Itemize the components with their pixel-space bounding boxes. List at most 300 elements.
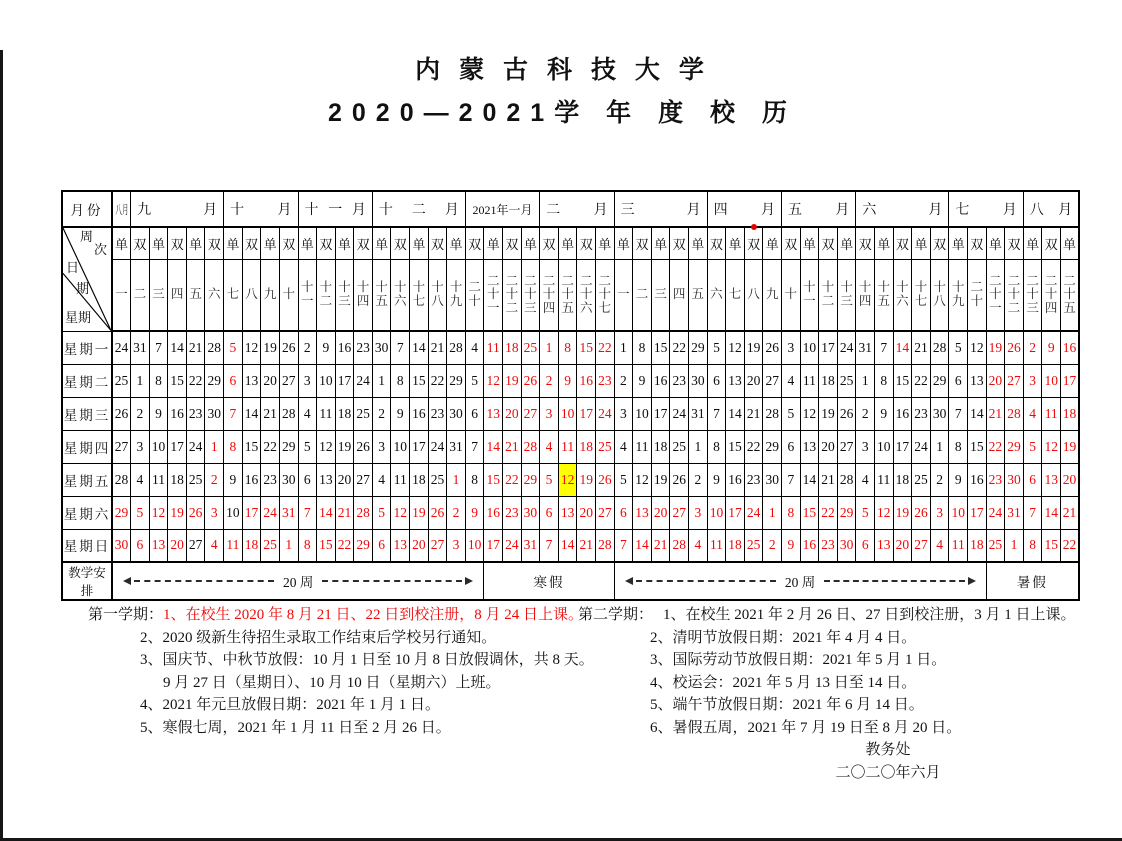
date-cell: 24: [261, 496, 280, 529]
date-cell: 7: [224, 397, 243, 430]
week-number-cell: 二 十 三: [521, 259, 540, 331]
arrow-right-icon: [465, 577, 473, 585]
week-parity-cell: 单: [372, 227, 391, 259]
date-cell: 1: [372, 364, 391, 397]
week-parity-cell: 单: [484, 227, 503, 259]
date-cell: 17: [893, 430, 912, 463]
date-cell: 24: [112, 331, 131, 364]
date-cell: 7: [782, 463, 801, 496]
date-cell: 7: [1023, 496, 1042, 529]
date-cell: 16: [335, 331, 354, 364]
week-number-cell: 七: [726, 259, 745, 331]
date-cell: 3: [782, 331, 801, 364]
weekday-label: 星期四: [62, 430, 112, 463]
month-cell: [465, 191, 539, 227]
date-cell: 17: [335, 364, 354, 397]
month-cell: [949, 191, 1023, 227]
date-cell: 26: [1005, 331, 1024, 364]
date-cell: 9: [633, 364, 652, 397]
red-dot-mark: [751, 224, 757, 230]
schedule-row: [62, 562, 1079, 600]
date-cell: 5: [224, 331, 243, 364]
date-cell: 18: [410, 463, 429, 496]
date-cell: 11: [949, 529, 968, 562]
arrow-left-icon: [625, 577, 633, 585]
date-cell: 2: [930, 463, 949, 496]
date-cell: 28: [1005, 397, 1024, 430]
date-cell: 23: [819, 529, 838, 562]
arrow-left-icon: [123, 577, 131, 585]
date-cell: 9: [707, 463, 726, 496]
date-cell: 13: [317, 463, 336, 496]
corner-date-label: 期: [76, 281, 90, 296]
date-cell: 12: [800, 397, 819, 430]
date-cell: 26: [837, 397, 856, 430]
date-cell: 4: [614, 430, 633, 463]
date-cell: 23: [503, 496, 522, 529]
date-cell: 27: [186, 529, 205, 562]
date-cell: 7: [614, 529, 633, 562]
note-line: 3、国际劳动节放假日期：2021 年 5 月 1 日。: [650, 652, 947, 668]
date-cell: 31: [447, 430, 466, 463]
date-cell: 28: [279, 397, 298, 430]
date-cell: 11: [317, 397, 336, 430]
week-number-cell: 七: [224, 259, 243, 331]
date-cell: 30: [837, 529, 856, 562]
month-label: 二: [411, 203, 426, 218]
date-cell: 21: [428, 331, 447, 364]
week-parity-cell: 单: [688, 227, 707, 259]
date-cell: 8: [949, 430, 968, 463]
week-number-cell: 一: [112, 259, 131, 331]
date-cell: 31: [521, 529, 540, 562]
date-cell: 29: [763, 430, 782, 463]
date-cell: 2: [372, 397, 391, 430]
date-cell: 28: [112, 463, 131, 496]
date-cell: 15: [893, 364, 912, 397]
date-cell: 10: [1042, 364, 1061, 397]
date-cell: 2: [688, 463, 707, 496]
week-number-cell: 十: [782, 259, 801, 331]
date-cell: 15: [651, 331, 670, 364]
date-cell: 22: [986, 430, 1005, 463]
week-parity-cell: 单: [912, 227, 931, 259]
month-label: 月: [444, 203, 459, 218]
week-number-cell: 二 十 七: [596, 259, 615, 331]
week-parity-cell: 单: [763, 227, 782, 259]
week-number-cell: 二 十 三: [1023, 259, 1042, 331]
date-cell: 23: [912, 397, 931, 430]
week-number-cell: 十 九: [949, 259, 968, 331]
month-label: 一: [328, 203, 343, 218]
date-cell: 23: [428, 397, 447, 430]
date-cell: 21: [335, 496, 354, 529]
schedule-vacation-span: 暑假: [986, 562, 1079, 600]
weekday-row: [62, 463, 1079, 496]
week-number-cell: 二 十 五: [558, 259, 577, 331]
date-cell: 12: [874, 496, 893, 529]
semester-label: 第二学期：: [578, 607, 654, 623]
date-cell: 30: [930, 397, 949, 430]
corner-weekday-label: 星期: [65, 310, 92, 325]
month-label: 九: [137, 203, 152, 218]
week-number-cell: 十 八: [930, 259, 949, 331]
date-cell: 1: [1005, 529, 1024, 562]
date-cell: 23: [670, 364, 689, 397]
date-cell: 25: [986, 529, 1005, 562]
date-cell: 24: [912, 430, 931, 463]
date-cell: 24: [186, 430, 205, 463]
date-cell: 28: [670, 529, 689, 562]
week-parity-cell: 双: [707, 227, 726, 259]
date-cell: 31: [688, 397, 707, 430]
date-cell: 2: [298, 331, 317, 364]
week-parity-cell: 单: [447, 227, 466, 259]
week-number-cell: 二 十 五: [1060, 259, 1079, 331]
date-cell: 27: [1005, 364, 1024, 397]
month-label: 八月: [114, 202, 129, 217]
month-label: 月: [835, 203, 850, 218]
week-parity-cell: 双: [1005, 227, 1024, 259]
date-cell: 17: [726, 496, 745, 529]
date-cell: 24: [354, 364, 373, 397]
month-cell: [112, 191, 131, 227]
date-cell: 31: [279, 496, 298, 529]
date-cell: 20: [651, 496, 670, 529]
week-number-cell: 二 十: [465, 259, 484, 331]
note-line: 4、校运会：2021 年 5 月 13 日至 14 日。: [650, 674, 917, 691]
month-cell: [372, 191, 465, 227]
date-cell: 8: [298, 529, 317, 562]
week-number-cell: 四: [670, 259, 689, 331]
month-cell: [540, 191, 614, 227]
date-cell: 25: [186, 463, 205, 496]
week-parity-cell: 单: [558, 227, 577, 259]
date-cell: 7: [149, 331, 168, 364]
date-cell: 13: [874, 529, 893, 562]
month-label: 四: [713, 203, 728, 218]
date-cell: 3: [1023, 364, 1042, 397]
week-parity-cell: 单: [874, 227, 893, 259]
date-cell: 7: [391, 331, 410, 364]
note-line: 9 月 27 日（星期日）、10 月 10 日（星期六）上班。: [163, 674, 501, 691]
note-line: 2、2020 级新生待招生录取工作结束后学校另行通知。: [140, 629, 497, 646]
weekday-row: [62, 397, 1079, 430]
date-cell: 11: [1042, 397, 1061, 430]
date-cell: 18: [893, 463, 912, 496]
date-cell: 28: [354, 496, 373, 529]
date-cell: 24: [744, 496, 763, 529]
date-cell: 12: [633, 463, 652, 496]
date-cell: 21: [186, 331, 205, 364]
date-cell: 21: [577, 529, 596, 562]
date-cell: 20: [577, 496, 596, 529]
date-cell: 25: [837, 364, 856, 397]
date-cell: 9: [949, 463, 968, 496]
date-cell: 15: [800, 496, 819, 529]
date-cell: 24: [670, 397, 689, 430]
weekday-label: 星期一: [62, 331, 112, 364]
date-cell: 26: [354, 430, 373, 463]
week-parity-cell: 单: [335, 227, 354, 259]
date-cell: 22: [428, 364, 447, 397]
week-parity-cell: 双: [168, 227, 187, 259]
date-cell: 8: [224, 430, 243, 463]
calendar-table: [61, 190, 1080, 601]
date-cell: 25: [112, 364, 131, 397]
date-cell: 20: [168, 529, 187, 562]
date-cell: 12: [242, 331, 261, 364]
date-cell: 17: [484, 529, 503, 562]
date-cell: 29: [521, 463, 540, 496]
week-number-cell: 十 一: [298, 259, 317, 331]
month-label: 十: [304, 203, 319, 218]
week-number-cell: 十 五: [372, 259, 391, 331]
month-cell: [298, 191, 372, 227]
week-number-cell: 十: [279, 259, 298, 331]
month-label: 月: [203, 203, 218, 218]
date-cell: 10: [633, 397, 652, 430]
date-cell: 17: [410, 430, 429, 463]
date-cell: 16: [242, 463, 261, 496]
date-cell: 30: [205, 397, 224, 430]
week-parity-cell: 双: [540, 227, 559, 259]
date-cell: 2: [447, 496, 466, 529]
week-parity-cell: 双: [279, 227, 298, 259]
date-cell: 27: [112, 430, 131, 463]
date-cell: 20: [503, 397, 522, 430]
date-cell: 2: [131, 397, 150, 430]
date-cell: 10: [949, 496, 968, 529]
date-cell: 15: [577, 331, 596, 364]
date-cell: 13: [800, 430, 819, 463]
date-cell: 18: [168, 463, 187, 496]
date-cell: 27: [670, 496, 689, 529]
date-cell: 17: [168, 430, 187, 463]
date-cell: 21: [744, 397, 763, 430]
date-cell: 1: [930, 430, 949, 463]
date-cell: 30: [1005, 463, 1024, 496]
teaching-weeks-label: 20 周: [283, 575, 314, 590]
note-line: 2、清明节放假日期：2021 年 4 月 4 日。: [650, 629, 917, 646]
date-cell: 14: [558, 529, 577, 562]
corner-date-label: 日: [66, 260, 80, 275]
week-number-cell: 二 十 四: [540, 259, 559, 331]
date-cell: 5: [372, 496, 391, 529]
weekday-row: [62, 529, 1079, 562]
month-label: 月: [593, 203, 608, 218]
month-cell: [707, 191, 781, 227]
date-cell: 16: [484, 496, 503, 529]
date-cell: 18: [577, 430, 596, 463]
date-cell: 28: [596, 529, 615, 562]
date-cell: 14: [968, 397, 987, 430]
date-cell: 20: [410, 529, 429, 562]
date-cell: 21: [503, 430, 522, 463]
date-cell: 11: [707, 529, 726, 562]
date-cell: 4: [930, 529, 949, 562]
date-cell: 3: [447, 529, 466, 562]
date-cell: 5: [131, 496, 150, 529]
date-cell: 12: [391, 496, 410, 529]
date-cell: 8: [465, 463, 484, 496]
date-cell: 13: [726, 364, 745, 397]
teaching-weeks-label: 20 周: [784, 575, 816, 590]
date-cell: 6: [131, 529, 150, 562]
date-cell: 8: [391, 364, 410, 397]
date-cell: 13: [558, 496, 577, 529]
week-parity-cell: 双: [930, 227, 949, 259]
date-cell: 1: [447, 463, 466, 496]
date-cell: 1: [614, 331, 633, 364]
date-cell: 21: [651, 529, 670, 562]
date-cell: 25: [354, 397, 373, 430]
month-cell: [782, 191, 856, 227]
month-label: 七: [955, 203, 970, 218]
week-number-cell: 二 十: [968, 259, 987, 331]
date-cell: 8: [633, 331, 652, 364]
date-cell: 10: [391, 430, 410, 463]
week-number-cell: 十 七: [912, 259, 931, 331]
date-cell: 18: [819, 364, 838, 397]
week-parity-cell: 单: [596, 227, 615, 259]
date-cell: 19: [261, 331, 280, 364]
week-parity-cell: 单: [1023, 227, 1042, 259]
date-cell: 21: [986, 397, 1005, 430]
date-cell: 16: [800, 529, 819, 562]
week-parity-cell: 单: [726, 227, 745, 259]
date-cell: 1: [205, 430, 224, 463]
week-parity-cell: 单: [949, 227, 968, 259]
calendar-table-wrap: [61, 190, 1080, 601]
date-cell: 15: [1042, 529, 1061, 562]
date-cell: 5: [782, 397, 801, 430]
date-cell: 8: [874, 364, 893, 397]
week-number-cell: 十 二: [819, 259, 838, 331]
date-cell: 26: [279, 331, 298, 364]
date-cell: 2: [540, 364, 559, 397]
date-cell: 12: [968, 331, 987, 364]
date-cell: 4: [131, 463, 150, 496]
date-cell: 6: [856, 529, 875, 562]
week-parity-cell: 双: [465, 227, 484, 259]
date-cell: 23: [354, 331, 373, 364]
week-number-cell: 十 九: [447, 259, 466, 331]
date-cell: 16: [893, 397, 912, 430]
date-cell: 29: [837, 496, 856, 529]
week-parity-cell: 双: [391, 227, 410, 259]
weekday-row: [62, 364, 1079, 397]
week-number-cell: 九: [763, 259, 782, 331]
note-line: 6、暑假五周，2021 年 7 月 19 日至 8 月 20 日。: [650, 719, 962, 736]
date-cell: 16: [651, 364, 670, 397]
date-cell: 24: [428, 430, 447, 463]
date-cell: 15: [410, 364, 429, 397]
date-cell: 6: [707, 364, 726, 397]
date-cell: 2: [856, 397, 875, 430]
date-cell: 30: [447, 397, 466, 430]
date-cell: 21: [912, 331, 931, 364]
date-cell: 16: [726, 463, 745, 496]
week-parity-cell: 单: [186, 227, 205, 259]
date-cell: 20: [819, 430, 838, 463]
schedule-vacation-span: 寒假: [484, 562, 614, 600]
date-cell: 9: [874, 397, 893, 430]
date-cell: 6: [372, 529, 391, 562]
date-cell: 2: [205, 463, 224, 496]
week-parity-cell: 单: [149, 227, 168, 259]
date-cell: 9: [149, 397, 168, 430]
signature-date: 二〇二〇年六月: [835, 764, 941, 781]
date-cell: 26: [670, 463, 689, 496]
note-line: [88, 604, 584, 627]
week-number-cell: 四: [168, 259, 187, 331]
date-cell: 30: [688, 364, 707, 397]
date-cell: 2: [1023, 331, 1042, 364]
date-cell: 14: [893, 331, 912, 364]
calendar-page: [0, 50, 1122, 841]
date-cell: 19: [986, 331, 1005, 364]
date-cell: 1: [688, 430, 707, 463]
month-corner-label: 月份: [62, 191, 112, 227]
date-cell: 12: [317, 430, 336, 463]
date-cell: 28: [205, 331, 224, 364]
date-cell: 10: [800, 331, 819, 364]
date-cell: 13: [968, 364, 987, 397]
month-label: 月: [928, 203, 943, 218]
month-cell: [131, 191, 224, 227]
date-cell: 22: [819, 496, 838, 529]
month-cell: [856, 191, 949, 227]
month-label: 六: [862, 203, 877, 218]
week-parity-cell: 双: [1042, 227, 1061, 259]
date-cell: 24: [503, 529, 522, 562]
week-parity-cell: 双: [819, 227, 838, 259]
note-line: 5、寒假七周，2021 年 1 月 11 日至 2 月 26 日。: [140, 719, 451, 736]
date-cell: 7: [540, 529, 559, 562]
date-cell: 13: [633, 496, 652, 529]
date-cell: 5: [540, 463, 559, 496]
date-cell: 10: [317, 364, 336, 397]
month-label: 月: [1058, 203, 1073, 218]
week-parity-cell: 双: [633, 227, 652, 259]
month-label: 八: [1029, 203, 1044, 218]
week-parity-cell: 单: [410, 227, 429, 259]
week-number-cell: 十 二: [317, 259, 336, 331]
week-parity-cell: 单: [1060, 227, 1079, 259]
date-cell: 25: [744, 529, 763, 562]
date-cell: 10: [707, 496, 726, 529]
date-cell: 14: [800, 463, 819, 496]
date-cell: 15: [968, 430, 987, 463]
date-cell: 8: [1023, 529, 1042, 562]
date-cell: 23: [186, 397, 205, 430]
date-cell: 21: [1060, 496, 1079, 529]
date-cell: 1: [763, 496, 782, 529]
date-cell: 3: [298, 364, 317, 397]
date-cell: 31: [1005, 496, 1024, 529]
schedule-teaching-span: [614, 562, 986, 600]
date-cell: 19: [744, 331, 763, 364]
date-cell: 26: [912, 496, 931, 529]
date-cell: 22: [912, 364, 931, 397]
date-cell: 1: [540, 331, 559, 364]
date-cell: 4: [205, 529, 224, 562]
date-cell: 28: [521, 430, 540, 463]
week-number-cell: 十 一: [800, 259, 819, 331]
week-parity-cell: 单: [112, 227, 131, 259]
date-cell: 4: [1023, 397, 1042, 430]
